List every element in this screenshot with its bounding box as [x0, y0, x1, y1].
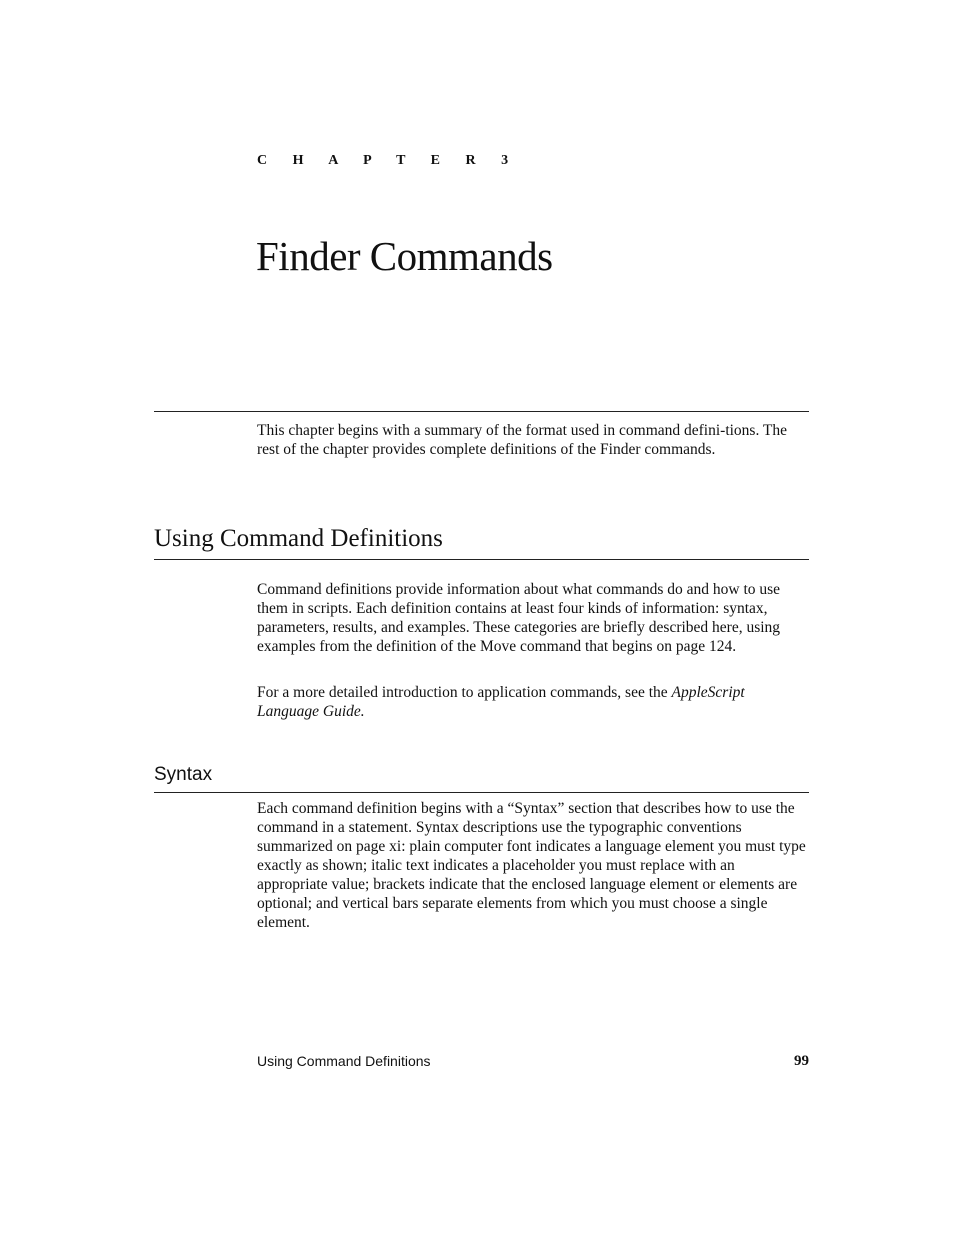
chapter-intro-rule: [154, 411, 809, 412]
section-paragraph-1: Command definitions provide information about what commands do and how to use them in scripts. Each definition contains at least four kinds of information: syntax, parameters, results, and examples. These categories are briefly described here, using examples from the definition of the Move command that begins on page 124.: [257, 581, 781, 655]
syntax-paragraph: Each command definition begins with a “Syntax” section that describes how to use the command in a statement. Syntax descriptions use the typographic conventions summarized on page xi: plain computer font indicates a language element you must type exactly as shown; italic text indicates a placeholder you must replace with an appropriate value; brackets indicate that the enclosed language element or elements are optional; and vertical bars separate elements from which you must choose a single element.: [257, 800, 806, 931]
footer-running-title: Using Command Definitions: [257, 1053, 431, 1069]
subsection-heading-rule: [154, 792, 809, 793]
section-heading-rule: [154, 559, 809, 560]
book-title-reference: AppleScript Language Guide.: [257, 684, 745, 720]
subsection-heading: Syntax: [154, 764, 213, 785]
section-paragraph-2: [257, 683, 809, 721]
chapter-title: Finder Commands: [256, 233, 553, 279]
intro-paragraph: This chapter begins with a summary of the format used in command defini-tions. The rest of the chapter provides complete definitions of the Finder commands.: [257, 422, 788, 458]
section-heading: Using Command Definitions: [154, 525, 443, 552]
section-paragraph-2-text: For a more detailed introduction to application commands, see the: [257, 684, 672, 701]
footer-page-number: 99: [794, 1053, 809, 1069]
chapter-label: C H A P T E R 3: [257, 153, 520, 168]
